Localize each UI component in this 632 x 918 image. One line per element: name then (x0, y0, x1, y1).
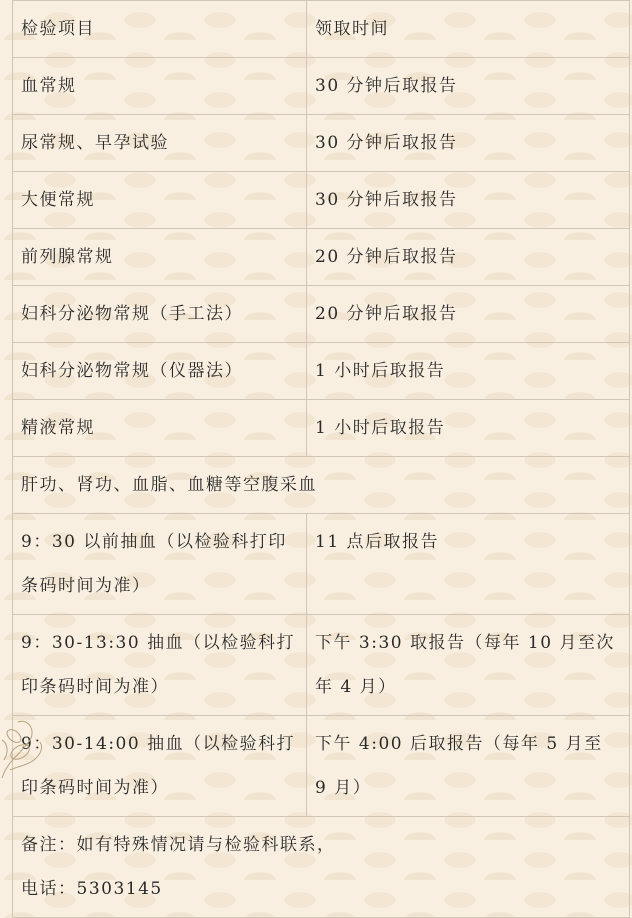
table-row (13, 400, 630, 457)
test-item: 大便常规 (13, 172, 307, 229)
pickup-time: 30 分钟后取报告 (307, 172, 630, 229)
table-row (13, 58, 630, 115)
report-pickup-table (12, 0, 630, 918)
test-item: 前列腺常规 (13, 229, 307, 286)
test-item: 妇科分泌物常规（仪器法） (13, 343, 307, 400)
pickup-time: 11 点后取报告 (307, 514, 630, 615)
test-item: 血常规 (13, 58, 307, 115)
test-item: 尿常规、早孕试验 (13, 115, 307, 172)
table-row (13, 716, 630, 817)
test-item: 9：30-14:00 抽血（以检验科打印条码时间为准） (13, 716, 307, 817)
pickup-time: 1 小时后取报告 (307, 400, 630, 457)
pickup-time: 30 分钟后取报告 (307, 58, 630, 115)
note-cell (13, 817, 630, 918)
pickup-time: 下午 3:30 取报告（每年 10 月至次年 4 月） (307, 615, 630, 716)
test-item: 9：30-13:30 抽血（以检验科打印条码时间为准） (13, 615, 307, 716)
pickup-time: 20 分钟后取报告 (307, 286, 630, 343)
table-row (13, 343, 630, 400)
phone-text: 电话：5303145 (21, 879, 163, 899)
table-row (13, 172, 630, 229)
section-row (13, 457, 630, 514)
note-row (13, 817, 630, 918)
table-row (13, 286, 630, 343)
pickup-time: 1 小时后取报告 (307, 343, 630, 400)
note-text: 备注：如有特殊情况请与检验科联系， (21, 835, 336, 855)
fasting-section-title: 肝功、肾功、血脂、血糖等空腹采血 (13, 457, 630, 514)
table-row (13, 514, 630, 615)
test-item: 9：30 以前抽血（以检验科打印条码时间为准） (13, 514, 307, 615)
header-item: 检验项目 (13, 1, 307, 58)
test-item: 妇科分泌物常规（手工法） (13, 286, 307, 343)
header-time: 领取时间 (307, 1, 630, 58)
pickup-time: 20 分钟后取报告 (307, 229, 630, 286)
table-row (13, 115, 630, 172)
pickup-time: 下午 4:00 后取报告（每年 5 月至 9 月） (307, 716, 630, 817)
table-row (13, 229, 630, 286)
test-item: 精液常规 (13, 400, 307, 457)
table-header-row (13, 1, 630, 58)
table-row (13, 615, 630, 716)
pickup-time: 30 分钟后取报告 (307, 115, 630, 172)
